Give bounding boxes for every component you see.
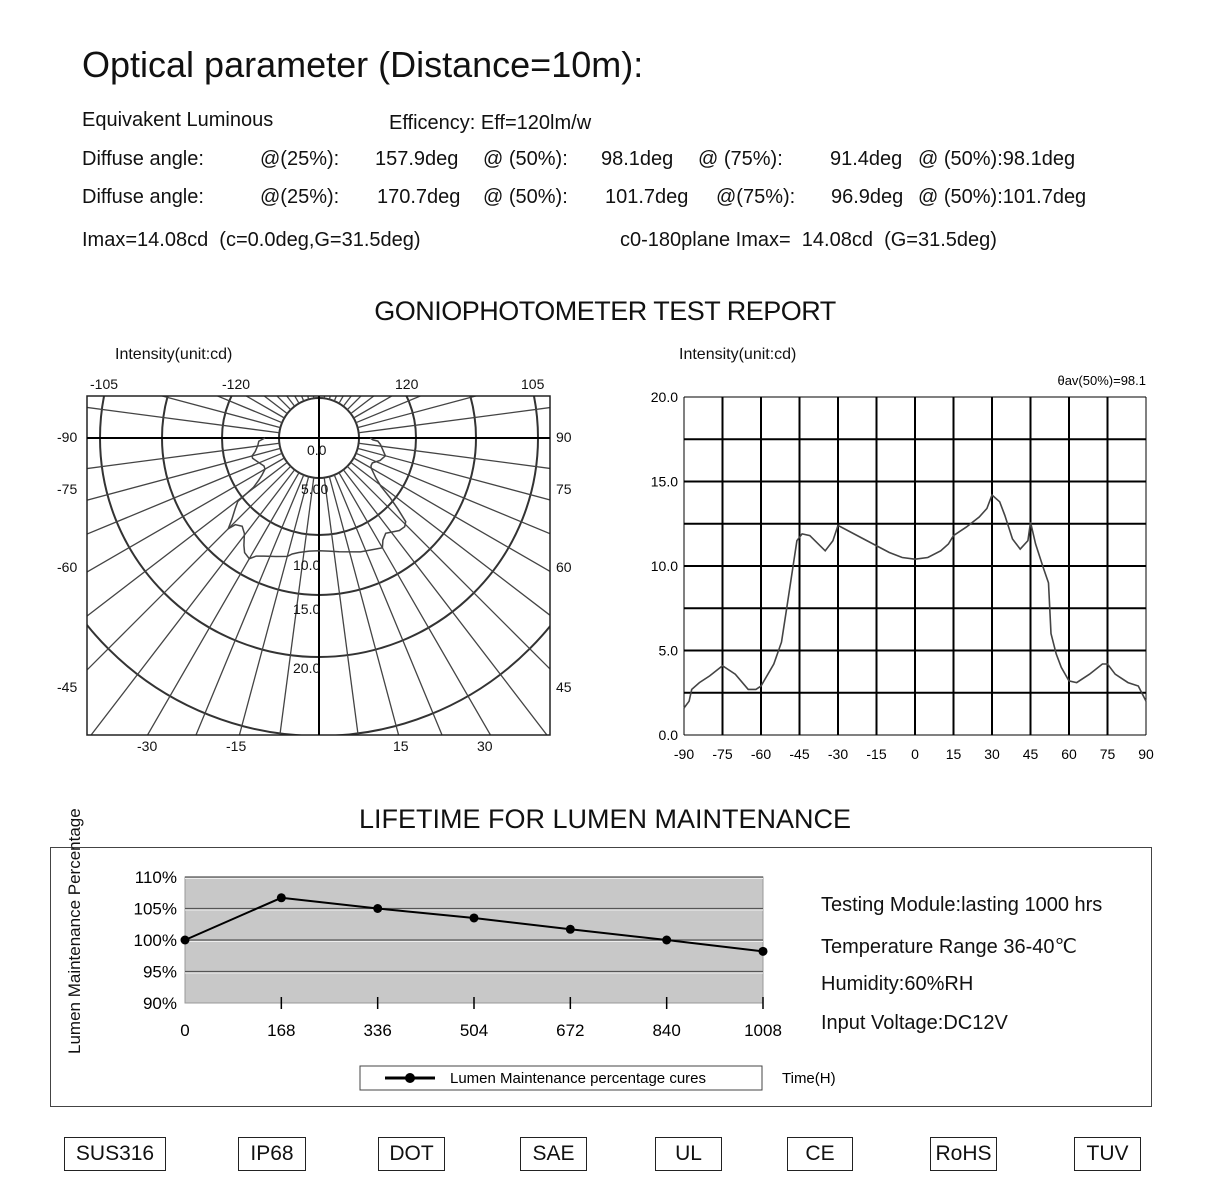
row-cell: 96.9deg: [831, 186, 904, 208]
y-tick-label: 10.0: [650, 558, 678, 574]
x-tick-label: -45: [789, 746, 810, 762]
angle-label: 75: [556, 481, 572, 497]
data-point: [277, 893, 286, 902]
angle-label: -45: [57, 679, 78, 695]
row-label: Diffuse angle:: [82, 148, 204, 170]
data-point: [662, 936, 671, 945]
spec-text: Humidity:60%RH: [821, 973, 974, 995]
row-cell: @ (50%):: [483, 148, 568, 170]
theta-av-annotation: θav(50%)=98.1: [1057, 373, 1146, 388]
badge-rohs: RoHS: [930, 1137, 997, 1171]
x-tick-label: -60: [750, 746, 772, 762]
badge-ul: UL: [655, 1137, 722, 1171]
row-cell: @ (50%):98.1deg: [918, 148, 1076, 170]
polar-spoke: [0, 257, 280, 428]
x-tick-label: -30: [827, 746, 849, 762]
intensity-line-chart: [600, 360, 1200, 780]
polar-spoke: [138, 0, 309, 399]
y-tick-label: 95%: [142, 962, 177, 982]
row-cell: 170.7deg: [377, 186, 461, 208]
polar-spoke: [0, 88, 284, 418]
badge-sae: SAE: [520, 1137, 587, 1171]
polar-spoke: [0, 453, 282, 706]
badge-tuv: TUV: [1074, 1137, 1141, 1171]
y-tick-label: 110%: [134, 868, 177, 887]
radial-label: 5.00: [301, 481, 329, 497]
row-cell: @(25%):: [260, 186, 340, 208]
angle-label: -75: [57, 481, 78, 497]
data-point: [470, 913, 479, 922]
legend-label: Lumen Maintenance percentage cures: [450, 1070, 706, 1087]
radial-label: 10.0: [293, 557, 321, 573]
x-tick-label: 672: [556, 1021, 585, 1040]
angle-label: -105: [90, 376, 119, 392]
polar-spoke: [0, 0, 295, 406]
row-cell: 101.7deg: [605, 186, 689, 208]
radial-label: 0.0: [307, 442, 327, 458]
polar-spoke: [324, 0, 410, 398]
x-tick-label: -90: [673, 746, 695, 762]
gonio-title: GONIOPHOTOMETER TEST REPORT: [374, 296, 836, 326]
eff-value: Efficency: Eff=120lm/w: [389, 112, 592, 134]
angle-label: -90: [57, 429, 78, 445]
angle-label: -30: [137, 738, 158, 754]
row-cell: @(25%):: [260, 148, 340, 170]
x-tick-label: 15: [945, 746, 962, 762]
row-cell: @ (50%):: [483, 186, 568, 208]
y-axis-label-text: Lumen Maintenance Percentage: [65, 808, 84, 1054]
angle-label: -15: [226, 738, 247, 754]
y-tick-label: 0.0: [658, 727, 678, 743]
x-tick-label: 60: [1061, 746, 1077, 762]
y-axis-label: [58, 808, 98, 1057]
row-cell: @ (50%):101.7deg: [918, 186, 1087, 208]
lifetime-title: LIFETIME FOR LUMEN MAINTENANCE: [358, 804, 852, 834]
x-tick-label: 90: [1138, 746, 1154, 762]
angle-label: 120: [395, 376, 419, 392]
x-tick-label: 0: [180, 1021, 190, 1040]
y-tick-label: 90%: [142, 994, 177, 1013]
x-tick-label: -15: [866, 746, 887, 762]
legend-marker: [405, 1073, 415, 1083]
y-tick-label: 15.0: [650, 473, 678, 490]
y-tick-label: 105%: [133, 899, 177, 919]
radial-label: 15.0: [293, 601, 321, 617]
x-axis-label: Time(H): [782, 1070, 836, 1087]
polar-spoke: [51, 0, 304, 401]
y-tick-label: 100%: [133, 931, 177, 950]
y-tick-label: 20.0: [650, 389, 678, 405]
polar-spoke: [334, 0, 587, 401]
row-cell: 91.4deg: [830, 148, 903, 170]
spec-text: Input Voltage:DC12V: [821, 1012, 1008, 1034]
page-title: Optical parameter (Distance=10m):: [82, 44, 644, 85]
polar-spoke: [329, 0, 500, 399]
x-tick-label: 30: [984, 746, 1000, 762]
polar-spoke: [0, 448, 280, 619]
angle-label: 15: [393, 738, 409, 754]
row-cell: 98.1deg: [601, 148, 674, 170]
x-tick-label: -75: [712, 746, 733, 762]
polar-spoke: [0, 0, 299, 403]
polar-ylabel: Intensity(unit:cd): [115, 346, 233, 363]
data-point: [566, 925, 575, 934]
x-tick-label: 168: [267, 1021, 296, 1040]
badge-dot: DOT: [378, 1137, 445, 1171]
angle-label: -120: [222, 376, 251, 392]
row-cell: @ (75%):: [698, 148, 783, 170]
badge-ce: CE: [787, 1137, 853, 1171]
angle-label: 90: [556, 429, 572, 445]
spec-text: Testing Module:lasting 1000 hrs: [821, 894, 1103, 916]
row-cell: @(75%):: [716, 186, 796, 208]
angle-label: 30: [477, 738, 493, 754]
row-cell: 157.9deg: [375, 148, 459, 170]
angle-label: 60: [556, 559, 572, 575]
polar-chart: [0, 0, 600, 780]
polar-spoke: [0, 0, 291, 410]
y-tick-label: 5.0: [658, 642, 678, 659]
x-tick-label: 45: [1022, 746, 1039, 762]
polar-spoke: [0, 12, 287, 414]
spec-text: Temperature Range 36-40℃: [821, 936, 1077, 958]
data-point: [373, 904, 382, 913]
x-tick-label: 75: [1099, 746, 1116, 762]
data-point: [181, 936, 190, 945]
badge-ip68: IP68: [238, 1137, 306, 1171]
polar-spoke: [228, 0, 314, 398]
angle-label: 105: [521, 376, 545, 392]
x-tick-label: 336: [363, 1021, 392, 1040]
x-tick-label: 504: [459, 1021, 489, 1040]
line-ylabel: Intensity(unit:cd): [679, 346, 797, 363]
row-label: Diffuse angle:: [82, 186, 204, 208]
x-tick-label: 840: [652, 1021, 681, 1040]
x-tick-label: 1008: [744, 1021, 782, 1040]
imax-plane-text: c0-180plane Imax= 14.08cd (G=31.5deg): [620, 229, 997, 251]
eff-label: Equivakent Luminous: [82, 109, 274, 131]
badge-sus316: SUS316: [64, 1137, 166, 1171]
radial-label: 20.0: [293, 660, 321, 676]
data-point: [759, 947, 768, 956]
angle-label: 45: [556, 679, 572, 695]
imax-text: Imax=14.08cd (c=0.0deg,G=31.5deg): [82, 229, 421, 251]
x-tick-label: 0: [911, 746, 919, 762]
angle-label: -60: [57, 559, 78, 575]
